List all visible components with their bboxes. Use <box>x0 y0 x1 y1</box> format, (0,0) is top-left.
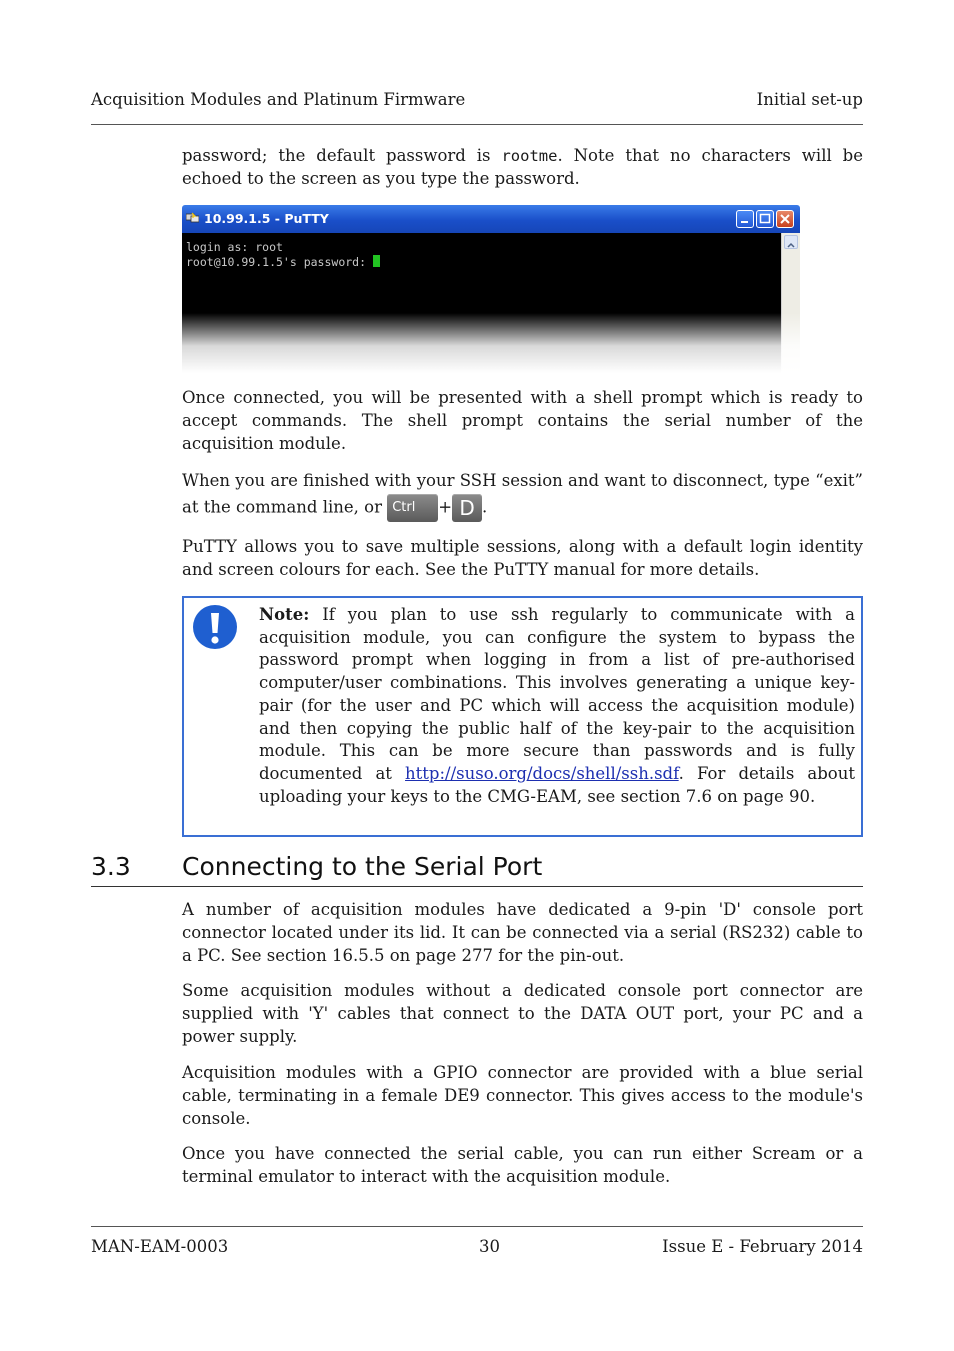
paragraph-password <box>182 145 863 191</box>
plus-sign: + <box>438 497 453 517</box>
note-text <box>259 604 855 808</box>
header-document-title: Acquisition Modules and Platinum Firmware <box>91 90 466 109</box>
paragraph-connected: Once connected, you will be presented with a shell prompt which is ready to accept commands. The shell prompt contains the serial number of the acquisition module. <box>182 388 863 453</box>
ssh-docs-link[interactable]: http://suso.org/docs/shell/ssh.sdf <box>405 763 679 783</box>
terminal-cursor <box>373 255 380 267</box>
note-body: . For details about uploading your keys to the CMG-EAM, see section 7.6 on page 90. <box>259 763 855 806</box>
paragraph-text: . <box>482 497 488 517</box>
paragraph-text: password; the default password is <box>182 146 502 165</box>
ctrl-key-icon: Ctrl <box>387 494 438 522</box>
terminal-line-login: login as: root <box>186 240 283 254</box>
section-title: Connecting to the Serial Port <box>182 852 543 881</box>
putty-app-icon <box>186 212 199 224</box>
footer-issue-date: Issue E - February 2014 <box>662 1237 863 1256</box>
paragraph-gpio: Acquisition modules with a GPIO connector are provided with a blue serial cable, terminating in a female DE9 connector. This gives access to the module's console. <box>182 1063 863 1128</box>
putty-title: 10.99.1.5 - PuTTY <box>204 211 329 226</box>
paragraph-text: . Note that no characters will be echoed to the screen as you type the password. <box>182 146 864 188</box>
password-code: rootme <box>501 147 558 165</box>
header-chapter-title: Initial set-up <box>756 90 863 109</box>
section-heading <box>91 850 863 887</box>
minimize-icon <box>737 211 753 227</box>
paragraph-text: When you are finished with your SSH session and want to disconnect, type “exit” at the command line, or <box>182 471 863 517</box>
note-box <box>182 596 863 837</box>
torn-edge-fade <box>182 313 800 373</box>
maximize-button[interactable] <box>756 210 774 228</box>
paragraph-disconnect <box>182 468 863 522</box>
chevron-up-icon <box>785 239 797 251</box>
page-footer <box>91 1226 863 1257</box>
note-body: If you plan to use ssh regularly to communicate with a acquisition module, you can configure the system to bypass the password prompt when logging in from a list of pre-authorised computer/user combinations. This involves generating a unique key-pair (for the user and PC which will access the acquisition module) and then copying the public half of the key-pair to the acquisition module. This can be more secure than passwords and is fully documented at <box>259 605 855 783</box>
terminal-prompt: root@10.99.1.5's password: <box>186 255 373 269</box>
paragraph-y-cables: Some acquisition modules without a dedicated console port connector are supplied with 'Y' cables that connect to the DATA OUT port, your PC and a power supply. <box>182 981 863 1046</box>
putty-titlebar <box>182 205 800 233</box>
section-number: 3.3 <box>91 852 131 881</box>
scroll-up-button[interactable] <box>784 235 798 249</box>
minimize-button[interactable] <box>736 210 754 228</box>
terminal-line-password <box>186 255 380 269</box>
paragraph-console-port: A number of acquisition modules have dedicated a 9-pin 'D' console port connector located under its lid. It can be connected via a serial (RS232) cable to a PC. See section 16.5.5 on page 277 for the pin-out. <box>182 900 863 965</box>
putty-screenshot <box>182 205 800 373</box>
paragraph-terminal-emulator: Once you have connected the serial cable, you can run either Scream or a terminal emulator to interact with the acquisition module. <box>182 1144 863 1186</box>
footer-page-number: 30 <box>479 1237 500 1256</box>
note-label: Note: <box>259 605 310 624</box>
page-header <box>91 90 863 125</box>
close-button[interactable] <box>776 210 794 228</box>
d-key-icon: D <box>452 494 482 522</box>
paragraph-putty-sessions: PuTTY allows you to save multiple sessions, along with a default login identity and screen colours for each. See the PuTTY manual for more details. <box>182 537 863 579</box>
exclamation-icon <box>192 604 238 650</box>
maximize-icon <box>757 211 773 227</box>
close-icon <box>777 211 793 227</box>
footer-document-code: MAN-EAM-0003 <box>91 1237 229 1256</box>
